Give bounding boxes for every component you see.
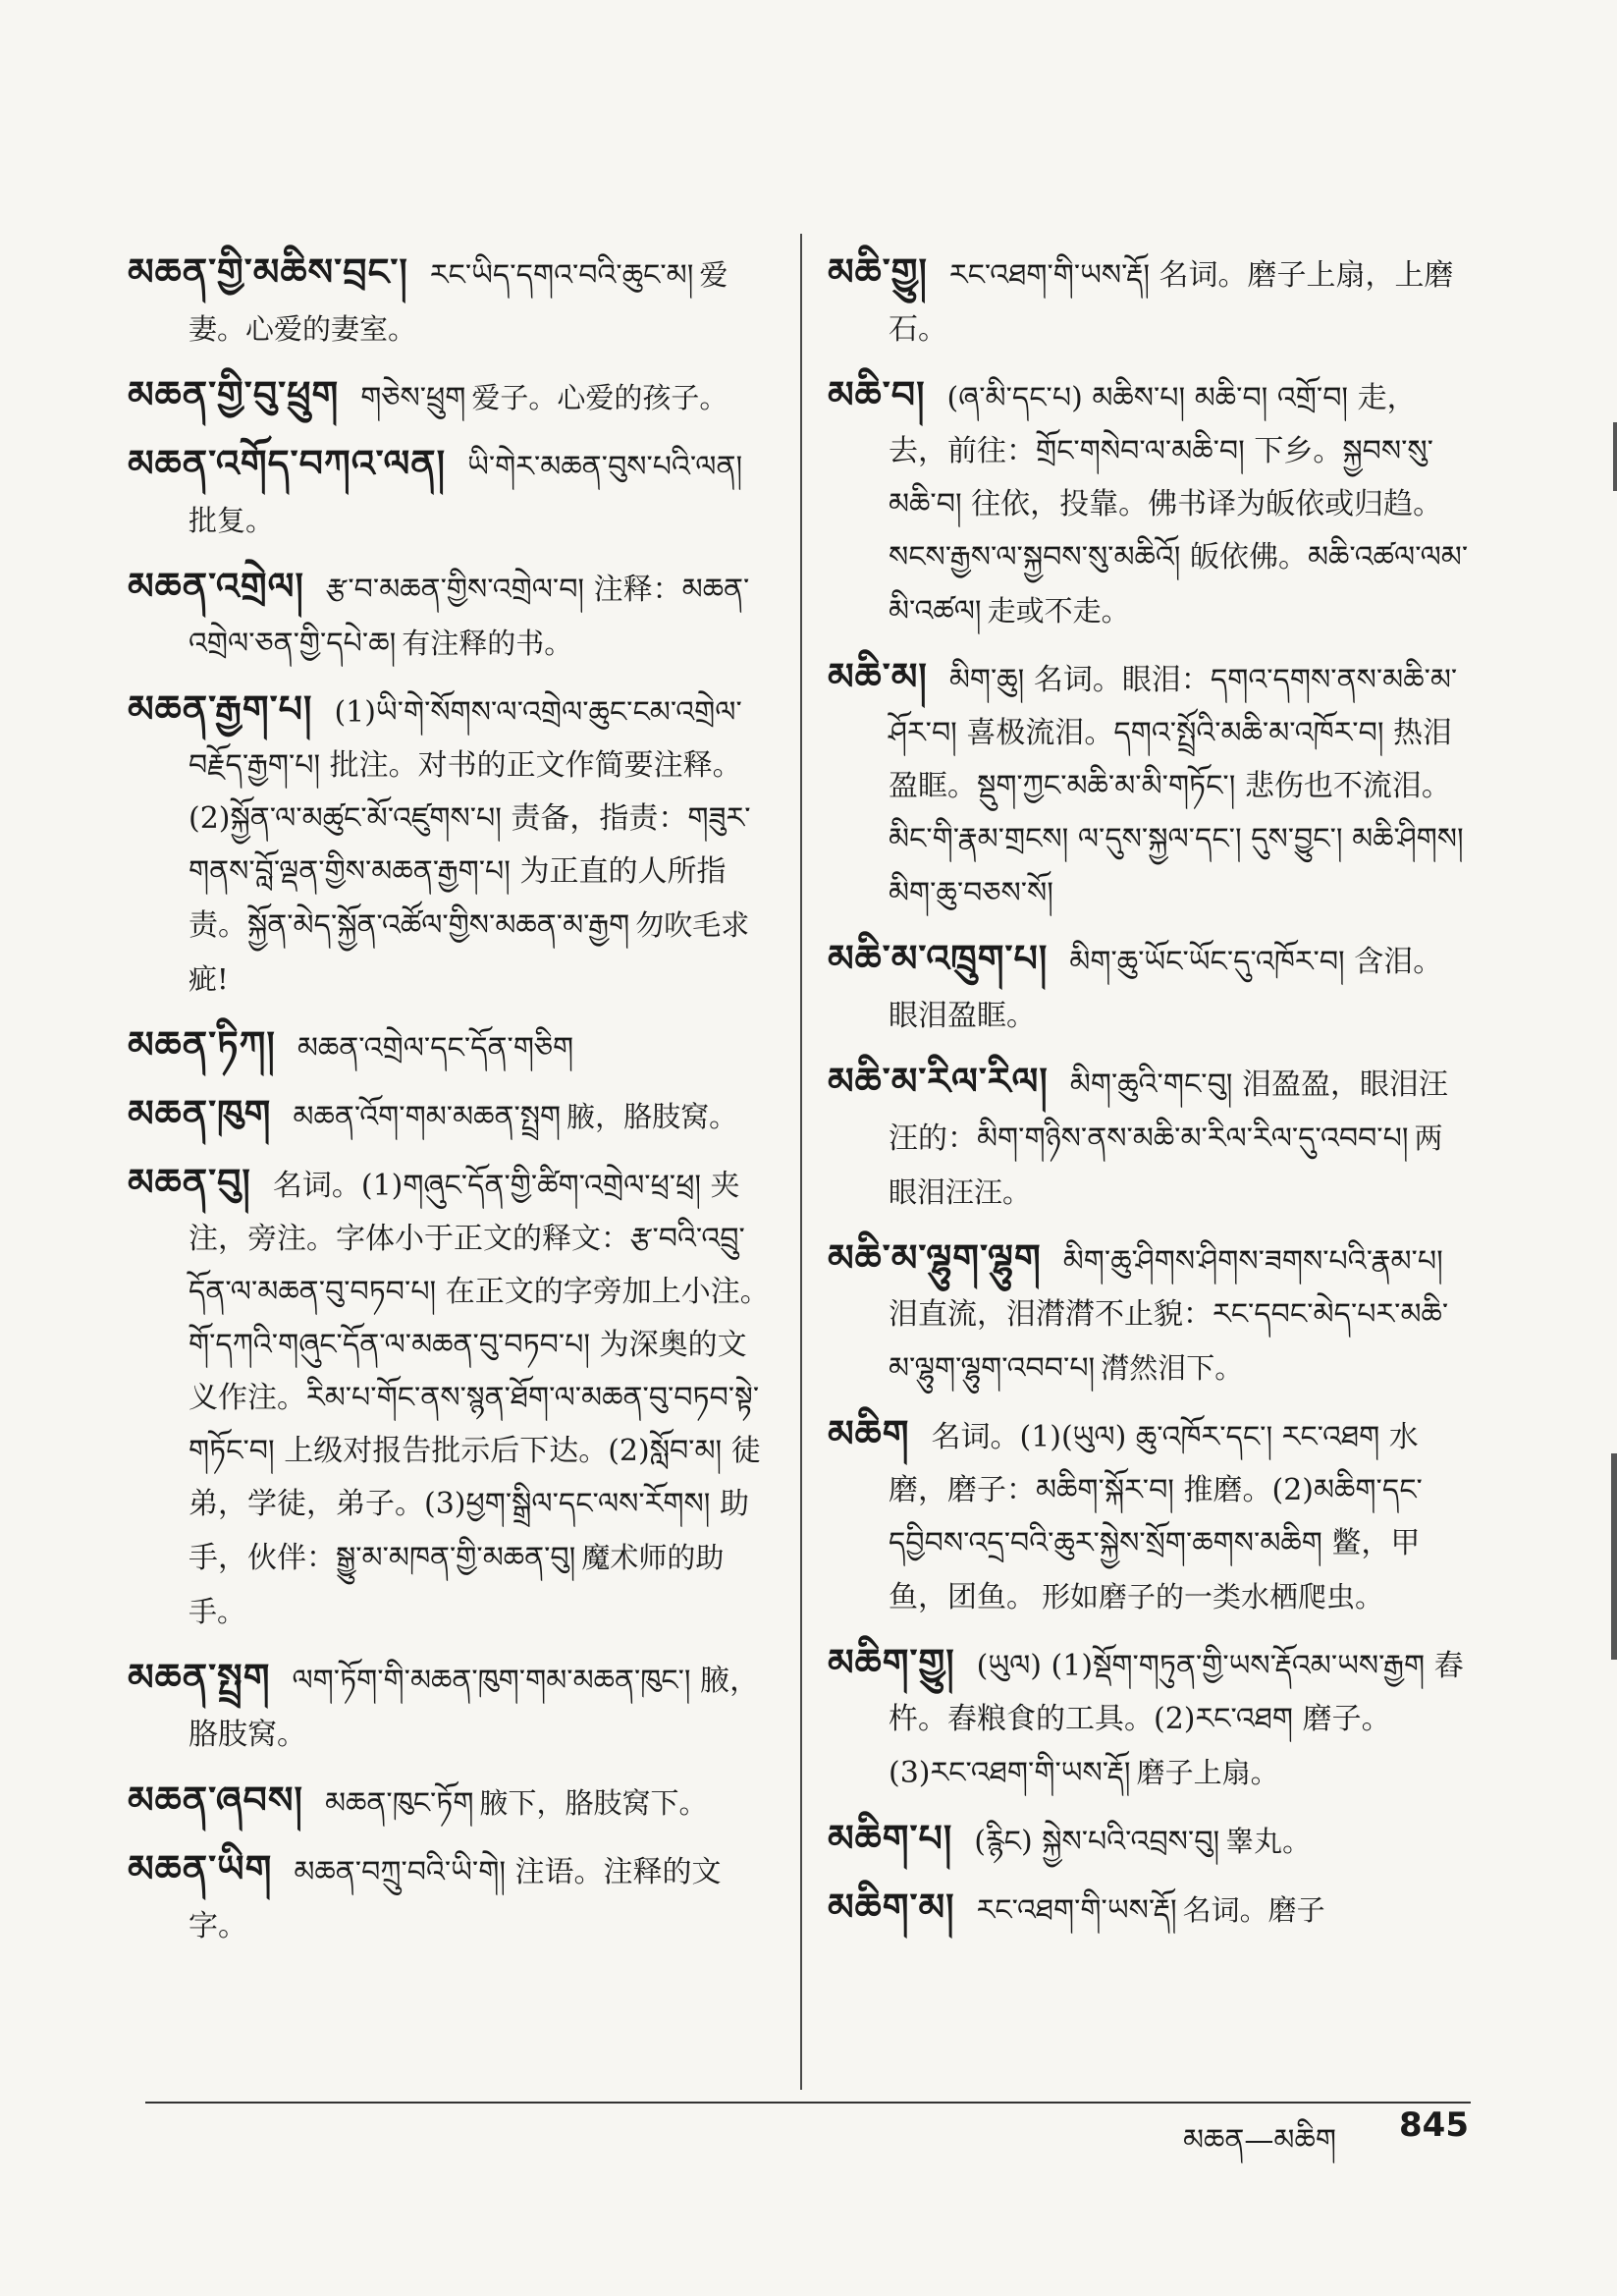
headword: མཆན་གྱི་བུ་ཕྲུག <box>128 372 340 416</box>
entry <box>128 246 776 356</box>
definition: རང་ཡིད་དགའ་བའི་ཆུང་མ། <box>429 258 694 293</box>
headword: མཆིག་གྱུ། <box>828 1640 955 1684</box>
entry <box>128 1842 776 1953</box>
column-divider <box>800 234 802 2090</box>
running-head: མཆན—མཆིག <box>1183 2123 1336 2158</box>
definition: (1)ཡི་གེ་སོགས་ལ་འགྲེལ་ཆུང་ངམ་འགྲེལ་བརྗོད་རྒྱག་པ། 批注。对书的正文作简要注释。(2)སྐྱོན་ལ་མཚུང་མོ་འཛུགས་པ། 责备，指责：གཟུར་གནས་བློ་ལྡན་གྱིས་མཆན་རྒྱག་པ། 为正直的人所指责。སྐྱོན་མེད་སྐྱོན་འཚོལ་གྱིས་མཆན་མ་རྒྱག <box>189 695 751 943</box>
entry <box>828 1231 1471 1395</box>
definition: གཅེས་ཕྲུག <box>360 381 466 415</box>
headword: མཆིག་པ། <box>828 1816 953 1860</box>
entry <box>828 1055 1471 1220</box>
entry <box>128 560 776 671</box>
footer-rule <box>145 2102 1471 2104</box>
entry <box>128 1156 776 1639</box>
entry <box>128 1774 776 1831</box>
entry <box>128 368 776 425</box>
page-edge-mark <box>1611 1453 1617 1660</box>
definition: མཆན་བཀྲུ་བའི་ཡི་གེ། 注语。注释的文字。 <box>189 1855 722 1943</box>
entry <box>828 1881 1471 1938</box>
definition: རང་འཐག་གི་ཡས་རྡོ། <box>976 1893 1177 1928</box>
definition: ལག་ཏོག་གི་མཆན་ཁུག་གམ་མཆན་ཁུང་། 腋，胳肢窝。 <box>189 1664 760 1752</box>
definition: མཆན་འོག་གམ་མཆན་སྤྲག <box>293 1100 562 1134</box>
entry <box>828 246 1471 356</box>
entry <box>128 437 776 548</box>
page-edge-mark <box>1613 422 1617 491</box>
definition: ཡི་གེར་མཆན་བུས་པའི་ལན། <box>467 450 743 484</box>
headword: མཆན་ཏིཀ། <box>128 1022 276 1066</box>
headword: མཆན་སྤྲག <box>128 1655 271 1699</box>
definition: མིག་ཆུ། 名词。眼泪：དགའ་དགས་ནས་མཆི་མ་ཤོར་བ། 喜极流泪。དགའ་སྤྲོའི་མཆི་མ་འཁོར་བ། 热泪盈眶。སྡུག་ཀྱང་མཆི་མ་མི་གཏོང་། 悲伤也不流泪。མིང་གི་རྣམ་གྲངས། ལ་དུས་སྐྱལ་དང་། དུས་བྱུང་། མཆི་ཤིགས། མིག་ཆུ་བཅས་སོ། <box>889 663 1464 910</box>
entry <box>828 1407 1471 1624</box>
entry <box>828 650 1471 920</box>
headword: མཆན་བུ། <box>128 1160 251 1204</box>
chinese-gloss: 两眼泪汪汪。 <box>889 1121 1443 1209</box>
definition: (ཞ་མི་དང་པ) མཆིས་པ། མཆི་བ། འགྲོ་བ། 走，去，前往：གྲོང་གསེབ་ལ་མཆི་བ། 下乡。སྐྱབས་སུ་མཆི་བ། 往依，投靠。佛书译为皈依或归趋。སངས་རྒྱས་ལ་སྐྱབས་སུ་མཆིའོ། 皈依佛。མཆི་འཚལ་ལམ་མི་འཚལ། <box>889 381 1469 629</box>
headword: མཆན་རྒྱག་པ། <box>128 686 313 731</box>
headword: མཆན་ཡིག <box>128 1846 273 1890</box>
entry <box>128 1087 776 1144</box>
chinese-gloss: 走或不走。 <box>987 594 1130 628</box>
entry <box>828 1636 1471 1800</box>
page-number: 845 <box>1399 2105 1469 2145</box>
entry <box>828 368 1471 638</box>
definition: མཆན་ཁུང་ཏོག <box>324 1786 474 1821</box>
chinese-gloss: 形如磨子的一类水栖爬虫。 <box>1042 1580 1384 1613</box>
headword: མཆིག་མ། <box>828 1885 955 1929</box>
definition: མཆན་འགྲེལ་དང་དོན་གཅིག <box>296 1031 574 1066</box>
right-column <box>828 246 1471 1949</box>
headword: མཆན་འགྲེལ། <box>128 564 304 608</box>
chinese-gloss: 名词。磨子 <box>1182 1893 1325 1927</box>
definition: རང་འཐག་གི་ཡས་རྡོ། 名词。磨子上扇，上磨石。 <box>889 258 1454 347</box>
chinese-gloss: 魔术师的助手。 <box>189 1541 725 1628</box>
chinese-gloss: 磨子上扇。 <box>1136 1756 1279 1789</box>
chinese-gloss: 批复。 <box>189 504 275 537</box>
entry <box>828 932 1471 1043</box>
left-column <box>128 246 776 1965</box>
definition: མིག་ཆུ་ཤིགས་ཤིགས་ཟགས་པའི་རྣམ་པ། 泪直流，泪潸潸不止貌：རང་དབང་མེད་པར་མཆི་མ་ལྷུག་ལྷུག་འབབ་པ། <box>889 1244 1449 1386</box>
headword: མཆི་མ་རིལ་རིལ། <box>828 1059 1049 1103</box>
definition: 名词。(1)(ཡུལ) ཆུ་འཁོར་དང་། རང་འཐག 水磨，磨子：མཆིག་སྐོར་བ། 推磨。(2)མཆིག་དང་དབྱིབས་འདྲ་བའི་ཆུར་སྐྱེས་སྲོག་ཆགས་མཆིག 鳖，甲鱼，团鱼。 <box>889 1420 1423 1614</box>
chinese-gloss: 腋，胳肢窝。 <box>566 1100 738 1133</box>
headword: མཆི་མ་ལྷུག་ལྷུག <box>828 1235 1042 1280</box>
definition: རྩ་བ་མཆན་གྱིས་འགྲེལ་བ། 注释：མཆན་འགྲེལ་ཅན་གྱི་དཔེ་ཆ། <box>189 573 750 661</box>
definition: (ཡུལ) (1)སྡོག་གཏུན་གྱི་ཡས་རྡོའམ་ཡས་རྒྱག 舂杵。舂粮食的工具。(2)རང་འཐག 磨子。(3)རང་འཐག་གི་ཡས་རྡོ། <box>889 1649 1464 1790</box>
definition: མིག་ཆུ་ཡོང་ཡོང་དུ་འཁོར་བ། 含泪。眼泪盈眶。 <box>889 945 1443 1033</box>
entry <box>128 683 776 1007</box>
definition: 名词。(1)གཞུང་དོན་གྱི་ཚིག་འགྲེལ་ཕྲ་ཕྲ། 夹注，旁注。字体小于正文的释文：རྩ་བའི་འབྲུ་དོན་ལ་མཆན་བུ་བཏབ་པ། 在正文的字旁加上小注。གོ་དཀའི་གཞུང་དོན་ལ་མཆན་བུ་བཏབ་པ། 为深奥的文义作注。རིམ་པ་གོང་ནས་སྙན་ཐོག་ལ་མཆན་བུ་བཏབ་སྟེ་གཏོང་བ། 上级对报告批示后下达。(2)སློབ་མ། 徒弟，学徒，弟子。(3)ཕྱག་སྒྲིལ་དང་ལས་རོགས། 助手，伙伴：སྒྱུ་མ་མཁན་གྱི་མཆན་བུ། <box>189 1169 770 1575</box>
chinese-gloss: 爱子。心爱的孩子。 <box>471 381 728 414</box>
entry <box>828 1812 1471 1869</box>
chinese-gloss: 睾丸。 <box>1225 1825 1312 1858</box>
chinese-gloss: 有注释的书。 <box>402 627 573 660</box>
headword: མཆན་ཞབས། <box>128 1777 303 1822</box>
chinese-gloss: 爱妻。心爱的妻室。 <box>189 258 728 346</box>
headword: མཆི་བ། <box>828 372 926 416</box>
definition: (རྙིང) སྐྱེས་པའི་འབྲས་བུ། <box>974 1825 1220 1859</box>
definition: མིག་ཆུའི་གང་བུ། 泪盈盈，眼泪汪汪的：མིག་གཉིས་ནས་མཆི་མ་རིལ་རིལ་དུ་འབབ་པ། <box>889 1067 1448 1156</box>
chinese-gloss: 潸然泪下。 <box>1101 1351 1244 1385</box>
headword: མཆིག <box>828 1411 910 1455</box>
entry <box>128 1018 776 1075</box>
headword: མཆི་མ་འཁྲུག་པ། <box>828 936 1049 980</box>
headword: མཆན་འགོད་བཀའ་ལན། <box>128 441 447 485</box>
headword: མཆན་གྱི་མཆིས་བྲང་། <box>128 249 408 294</box>
headword: མཆི་མ། <box>828 654 928 698</box>
chinese-gloss: 腋下，胳肢窝下。 <box>479 1786 708 1820</box>
entry <box>128 1651 776 1762</box>
headword: མཆན་ཁུག <box>128 1091 272 1135</box>
headword: མཆི་གྱུ། <box>828 249 928 294</box>
chinese-gloss: 勿吹毛求疵! <box>189 908 750 996</box>
